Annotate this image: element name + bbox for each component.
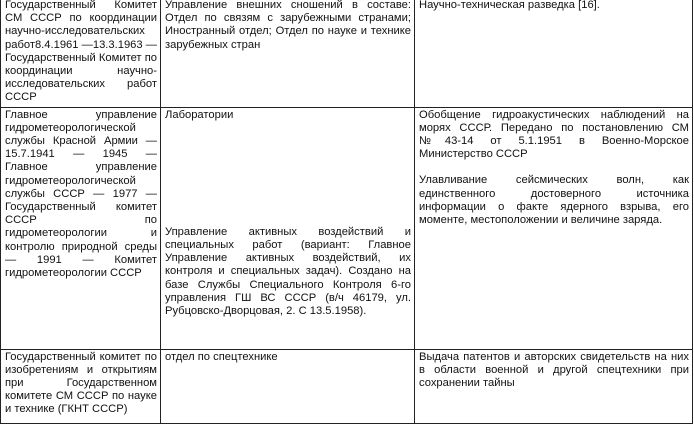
note-text: Улавливание сейсмических волн, как единственного достоверного источника информации о факте ядерного взрыва, его моменте, местоположении и величине заряда. bbox=[419, 174, 689, 227]
table-row bbox=[1, 107, 693, 349]
units-cell bbox=[161, 107, 415, 349]
organization-text: Главное управление гидрометеорологической службы Красной Армии — 15.7.1941 — 1945 — Главное управление гидрометеорологической службы СССР — 1977 — Государственный комитет СССР по гидрометеорологии и контролю природной среды — 1991 — Комитет гидрометеорологии СССР bbox=[5, 108, 157, 280]
organization-text: Государственный комитет по изобретениям и открытиям при Государственном комитете СМ СССР по науке и технике (ГКНТ СССР) bbox=[5, 350, 157, 416]
unit-text: отдел по спецтехнике bbox=[165, 350, 278, 363]
units-cell bbox=[161, 349, 415, 423]
note-text: Обобщение гидроакустических наблюдений на морях СССР. Передано по постановлению СМ №43-14 от 5.1.1951 в Военно-Морское Министерство СССР bbox=[419, 108, 689, 161]
organization-cell bbox=[1, 107, 161, 349]
unit-text: Лаборатории bbox=[165, 108, 234, 121]
table-row bbox=[1, 0, 693, 107]
notes-cell bbox=[415, 349, 693, 423]
cell-spacer bbox=[165, 122, 411, 226]
table-row bbox=[1, 349, 693, 423]
organization-cell bbox=[1, 349, 161, 423]
note-text: Научно-техническая разведка [16]. bbox=[419, 0, 600, 11]
notes-cell bbox=[415, 0, 693, 107]
notes-cell bbox=[415, 107, 693, 349]
note-text: Выдача патентов и авторских свидетельств на них в области военной и другой спецтехники при сохранении тайны bbox=[419, 350, 689, 390]
organization-cell bbox=[1, 0, 161, 107]
unit-text: Управление активных воздействий и специальных работ (вариант: Главное Управление активных воздействий, их контроля и специальных задач). Создано на базе Службы Специального Контроля 6-го управления ГШ ВС СССР (в/ч 46179, ул. Рубцовско-Дворцовая, 2. С 13.5.1958). bbox=[165, 225, 411, 318]
organization-text: Государственный Комитет СМ СССР по координации научно-исследовательских работ8.4.1961 —13.3.1963 — Государственный Комитет по координации научно-исследовательских работ СССР bbox=[5, 0, 157, 104]
units-cell bbox=[161, 0, 415, 107]
unit-text: Управление внешних сношений в составе: Отдел по связям с зарубежными странами; Иностранный отдел; Отдел по науке и технике зарубежных стран bbox=[165, 0, 411, 51]
